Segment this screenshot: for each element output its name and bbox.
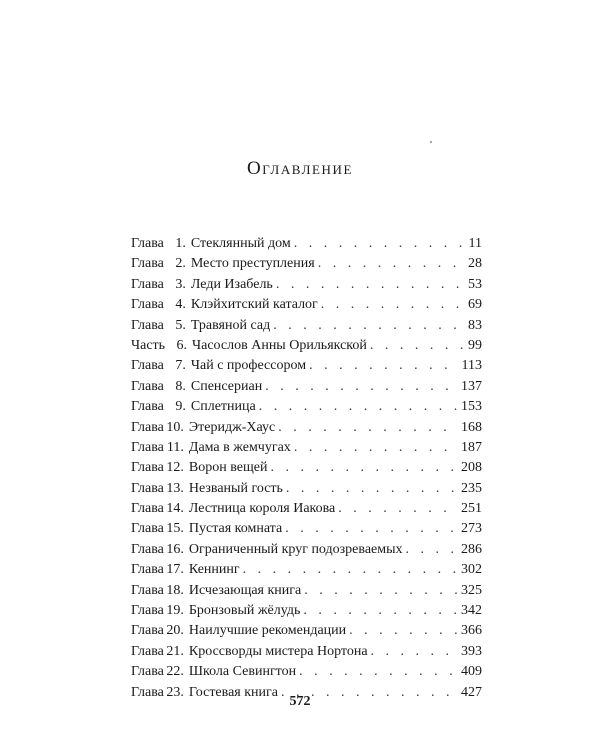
toc-entry	[131, 399, 482, 419]
toc-entry	[131, 277, 482, 297]
toc-dot-leader	[304, 583, 458, 599]
toc-entry	[131, 236, 482, 256]
toc-entry-number: 5.	[175, 317, 186, 333]
toc-entry	[131, 664, 482, 684]
toc-dot-leader	[265, 379, 458, 395]
toc-entry-label: Глава	[131, 684, 164, 700]
toc-dot-leader	[299, 664, 458, 680]
toc-entry-number: 6.	[176, 337, 188, 353]
toc-dot-leader	[406, 542, 458, 558]
toc-entry-title: Исчезающая книга	[188, 582, 302, 598]
toc-dot-leader	[270, 460, 458, 476]
toc-entry-number: 3.	[175, 276, 186, 292]
toc-entry-page: 28	[468, 256, 482, 272]
table-of-contents	[131, 236, 482, 705]
toc-entry-title: Леди Изабель	[190, 276, 273, 292]
toc-entry-title: Травяной сад	[190, 317, 271, 333]
toc-entry-number: 23.	[166, 684, 184, 700]
toc-entry-title: Кроссворды мистера Нортона	[188, 643, 368, 659]
toc-entry-page: 393	[461, 643, 482, 659]
toc-entry-title: Наилучшие рекомендации	[188, 623, 347, 639]
toc-entry-label: Глава	[131, 664, 164, 680]
toc-entry-page: 251	[461, 501, 482, 517]
toc-dot-leader	[303, 603, 458, 619]
toc-entry-title: Лестница короля Иакова	[188, 501, 336, 517]
toc-entry-title: Пустая комната	[188, 521, 283, 537]
toc-dot-leader	[294, 236, 466, 252]
toc-entry-title: Ворон вещей	[188, 460, 268, 476]
toc-dot-leader	[259, 399, 458, 415]
toc-entry-title: Школа Севингтон	[188, 664, 297, 680]
toc-entry	[131, 460, 482, 480]
toc-entry-number: 17.	[166, 562, 184, 578]
toc-entry-number: 19.	[166, 603, 184, 619]
toc-entry-page: 153	[461, 399, 482, 415]
toc-entry	[131, 501, 482, 521]
toc-entry-page: 113	[461, 358, 482, 374]
toc-entry-label: Глава	[131, 378, 164, 394]
toc-entry-number: 10.	[166, 419, 184, 435]
page-number: 572	[289, 694, 311, 709]
toc-entry-number: 18.	[166, 582, 184, 598]
toc-entry-page: 53	[468, 276, 482, 292]
toc-entry-page: 286	[461, 541, 482, 557]
toc-entry-label: Глава	[131, 419, 164, 435]
toc-entry-title: Бронзовый жёлудь	[188, 603, 301, 619]
toc-entry-title: Часослов Анны Орильякской	[192, 337, 367, 353]
toc-entry-page: 99	[468, 337, 482, 353]
toc-entry-title: Спенсериан	[190, 378, 263, 394]
toc-entry	[131, 358, 482, 378]
toc-entry	[131, 562, 482, 582]
toc-entry-label: Глава	[131, 358, 164, 374]
toc-entry	[131, 338, 482, 358]
toc-dot-leader	[276, 277, 465, 293]
toc-entry-number: 9.	[175, 399, 186, 415]
toc-entry	[131, 379, 482, 399]
toc-entry-number: 7.	[175, 358, 186, 374]
toc-entry-page: 302	[461, 562, 482, 578]
toc-entry-label: Глава	[131, 623, 164, 639]
toc-entry-label: Глава	[131, 582, 164, 598]
toc-entry-title: Гостевая книга	[188, 684, 278, 700]
toc-dot-leader	[370, 338, 465, 354]
toc-entry-page: 427	[461, 684, 482, 700]
toc-dot-leader	[243, 562, 458, 578]
toc-entry-label: Глава	[131, 297, 164, 313]
toc-entry-label: Глава	[131, 521, 164, 537]
toc-entry-number: 22.	[166, 664, 184, 680]
toc-entry-number: 11.	[166, 439, 184, 455]
toc-dot-leader	[318, 256, 465, 272]
toc-entry-label: Глава	[131, 501, 164, 517]
toc-entry-number: 20.	[166, 623, 184, 639]
toc-entry-label: Глава	[131, 562, 164, 578]
toc-entry-page: 273	[461, 521, 482, 537]
toc-dot-leader	[371, 644, 458, 660]
toc-entry-label: Глава	[131, 460, 164, 476]
toc-entry-page: 342	[461, 603, 482, 619]
toc-entry	[131, 481, 482, 501]
toc-entry	[131, 440, 482, 460]
toc-entry-label: Глава	[131, 256, 164, 272]
toc-entry	[131, 603, 482, 623]
toc-entry-number: 21.	[166, 643, 184, 659]
toc-entry-label: Глава	[131, 603, 164, 619]
toc-entry-number: 13.	[166, 480, 184, 496]
toc-dot-leader	[286, 481, 458, 497]
toc-entry-page: 325	[461, 582, 482, 598]
toc-entry-title: Клэйхитский каталог	[190, 297, 318, 313]
toc-entry-number: 1.	[175, 236, 186, 251]
toc-entry-number: 16.	[166, 541, 184, 557]
toc-entry-title: Чай с профессором	[190, 358, 307, 374]
page-title: Оглавление	[246, 158, 354, 179]
toc-entry-title: Сплетница	[190, 399, 256, 415]
toc-entry-title: Этеридж-Хаус	[188, 419, 276, 435]
toc-entry-page: 366	[461, 623, 482, 639]
toc-entry-title: Незваный гость	[188, 480, 283, 496]
toc-entry-number: 2.	[175, 256, 186, 272]
toc-entry-label: Глава	[131, 399, 164, 415]
toc-entry-page: 235	[461, 480, 482, 496]
toc-entry-page: 187	[461, 439, 482, 455]
toc-dot-leader	[338, 501, 458, 517]
toc-entry-label: Глава	[131, 480, 164, 496]
toc-dot-leader	[285, 521, 458, 537]
toc-entry-title: Стеклянный дом	[190, 236, 291, 251]
toc-entry	[131, 583, 482, 603]
toc-entry-title: Кеннинг	[188, 562, 240, 578]
toc-entry-label: Глава	[131, 236, 164, 251]
toc-entry	[131, 623, 482, 643]
toc-entry-title: Дама в жемчугах	[188, 439, 291, 455]
toc-entry-label: Глава	[131, 317, 164, 333]
paper-speck	[430, 141, 432, 143]
toc-entry	[131, 297, 482, 317]
toc-dot-leader	[349, 623, 458, 639]
toc-entry	[131, 420, 482, 440]
toc-entry-label: Часть	[131, 337, 166, 353]
toc-dot-leader	[309, 358, 458, 374]
toc-dot-leader	[278, 420, 458, 436]
toc-entry	[131, 256, 482, 276]
toc-entry-number: 4.	[175, 297, 186, 313]
toc-entry	[131, 542, 482, 562]
toc-entry-title: Ограниченный круг подозреваемых	[188, 541, 403, 557]
toc-entry-label: Глава	[131, 276, 164, 292]
toc-entry-page: 83	[468, 317, 482, 333]
toc-dot-leader	[321, 297, 465, 313]
toc-entry-page: 69	[468, 297, 482, 313]
toc-entry-label: Глава	[131, 643, 164, 659]
toc-entry-number: 8.	[175, 378, 186, 394]
toc-entry	[131, 644, 482, 664]
toc-dot-leader	[294, 440, 458, 456]
toc-entry-page: 409	[461, 664, 482, 680]
toc-entry-number: 14.	[166, 501, 184, 517]
toc-entry	[131, 318, 482, 338]
toc-entry-label: Глава	[131, 439, 164, 455]
toc-dot-leader	[273, 318, 465, 334]
toc-entry-label: Глава	[131, 541, 164, 557]
toc-entry-number: 15.	[166, 521, 184, 537]
toc-entry-page: 11	[468, 236, 482, 251]
toc-entry-page: 208	[461, 460, 482, 476]
toc-entry-page: 137	[461, 378, 482, 394]
toc-entry-title: Место преступления	[190, 256, 315, 272]
toc-entry-number: 12.	[166, 460, 184, 476]
toc-entry-page: 168	[461, 419, 482, 435]
toc-entry	[131, 521, 482, 541]
